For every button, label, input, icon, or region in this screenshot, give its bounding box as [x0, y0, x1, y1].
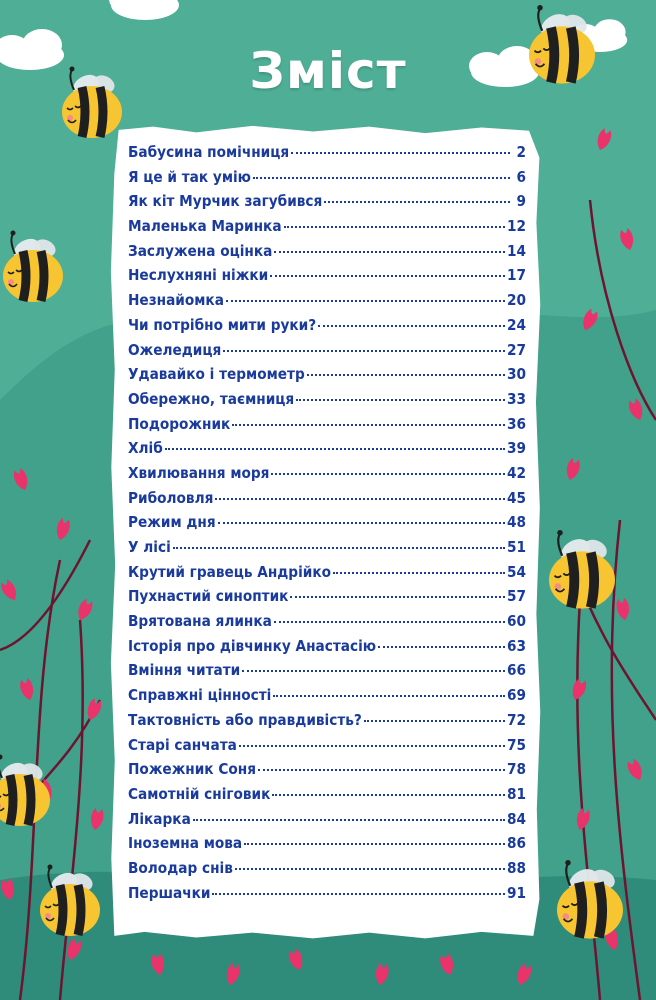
toc-leader-dots [223, 350, 505, 352]
toc-entry-title: Самотній сніговик [128, 784, 271, 803]
toc-entry-title: Обережно, таємниця [128, 389, 295, 408]
toc-leader-dots [364, 720, 505, 722]
toc-entry [128, 563, 526, 588]
toc-leader-dots [273, 695, 505, 697]
toc-entry-title: Неслухняні ніжки [128, 266, 269, 285]
toc-entry-title: Чи потрібно мити руки? [128, 315, 317, 334]
toc-entry [128, 291, 526, 316]
toc-leader-dots [244, 843, 505, 845]
toc-entry-page: 91 [506, 883, 526, 902]
toc-entry [128, 834, 526, 859]
toc-entry-title: Пухнастий синоптик [128, 587, 289, 606]
toc-entry-page: 60 [506, 612, 526, 631]
toc-entry-page: 9 [516, 192, 526, 211]
toc-entry [128, 538, 526, 563]
toc-leader-dots [235, 868, 505, 870]
toc-entry [128, 341, 526, 366]
toc-entry-title: Хліб [128, 439, 163, 458]
toc-entry-page: 88 [506, 858, 526, 877]
toc-entry [128, 168, 526, 193]
toc-entry-page: 51 [506, 538, 526, 556]
toc-leader-dots [291, 152, 510, 154]
toc-entry-page: 39 [506, 439, 526, 458]
toc-leader-dots [242, 670, 505, 672]
toc-leader-dots [290, 596, 505, 598]
toc-entry-title: Ожеледиця [128, 340, 222, 359]
toc-entry-title: Пожежник Соня [128, 760, 256, 779]
toc-leader-dots [284, 226, 505, 228]
toc-entry [128, 859, 526, 884]
toc-entry-title: Як кіт Мурчик загубився [128, 192, 323, 211]
toc-entry-title: Я це й так умію [128, 167, 251, 186]
toc-leader-dots [318, 325, 505, 327]
toc-leader-dots [307, 374, 505, 376]
toc-entry-page: 17 [506, 266, 526, 285]
toc-entry-page: 33 [506, 389, 526, 408]
toc-entry-title: Історія про дівчинку Анастасію [128, 636, 377, 655]
toc-entry-page: 20 [506, 291, 526, 310]
toc-leader-dots [193, 819, 505, 821]
toc-leader-dots [274, 251, 505, 253]
toc-entry [128, 736, 526, 761]
toc-entry [128, 217, 526, 242]
toc-entry-title: Врятована ялинка [128, 612, 272, 631]
toc-entry-title: Справжні цінності [128, 686, 272, 705]
toc-entry [128, 587, 526, 612]
toc-entry [128, 464, 526, 489]
toc-entry-page: 12 [506, 217, 526, 236]
toc-entry-title: Старі санчата [128, 735, 237, 754]
toc-entry-page: 45 [506, 488, 526, 507]
toc-entry-title: Першачки [128, 883, 211, 902]
toc-entry-page: 14 [506, 241, 526, 260]
toc-entry [128, 316, 526, 341]
toc-entry [128, 192, 526, 217]
toc-leader-dots [232, 424, 505, 426]
toc-entry-page: 24 [506, 315, 526, 334]
toc-entry-page: 69 [506, 686, 526, 705]
toc-entry-page: 30 [506, 365, 526, 384]
table-of-contents [128, 143, 526, 908]
toc-entry-page: 6 [516, 167, 526, 186]
toc-entry-page: 84 [506, 809, 526, 828]
toc-entry [128, 489, 526, 514]
toc-entry [128, 365, 526, 390]
toc-entry-title: Риболовля [128, 488, 214, 507]
toc-leader-dots [226, 300, 505, 302]
toc-entry-title: Вміння читати [128, 661, 241, 680]
toc-leader-dots [296, 399, 505, 401]
toc-entry-title: Заслужена оцінка [128, 241, 273, 260]
toc-leader-dots [272, 794, 505, 796]
toc-entry-page: 36 [506, 414, 526, 433]
toc-entry [128, 612, 526, 637]
toc-entry [128, 661, 526, 686]
toc-entry-title: Удавайко і термометр [128, 365, 305, 384]
toc-entry-title: Іноземна мова [128, 834, 243, 853]
toc-entry [128, 415, 526, 440]
toc-entry [128, 390, 526, 415]
toc-entry-page: 54 [506, 562, 526, 581]
toc-entry-page: 27 [506, 340, 526, 359]
toc-leader-dots [165, 448, 505, 450]
toc-entry-title: Тактовність або правдивість? [128, 710, 362, 729]
toc-entry [128, 686, 526, 711]
toc-entry-title: Маленька Маринка [128, 217, 282, 236]
toc-entry-page: 48 [506, 513, 526, 532]
toc-leader-dots [212, 893, 505, 895]
toc-entry-title: Хвилювання моря [128, 463, 270, 482]
toc-entry-page: 66 [506, 661, 526, 680]
toc-leader-dots [239, 745, 505, 747]
toc-entry-page: 42 [506, 463, 526, 482]
toc-entry-page: 81 [506, 784, 526, 803]
toc-entry-title: Крутий гравець Андрійко [128, 562, 332, 581]
toc-entry [128, 266, 526, 291]
toc-entry-page: 63 [506, 636, 526, 655]
toc-entry [128, 439, 526, 464]
bee-icon [3, 231, 63, 303]
toc-entry [128, 242, 526, 267]
toc-entry-page: 2 [516, 143, 526, 161]
page-title: Зміст [249, 42, 407, 100]
toc-entry-title: Лікарка [128, 809, 191, 828]
toc-leader-dots [258, 769, 505, 771]
toc-leader-dots [324, 201, 510, 203]
toc-leader-dots [270, 275, 505, 277]
toc-leader-dots [333, 572, 505, 574]
toc-entry-page: 57 [506, 587, 526, 606]
toc-entry [128, 513, 526, 538]
toc-leader-dots [378, 646, 505, 648]
toc-leader-dots [253, 177, 510, 179]
toc-entry-page: 86 [506, 834, 526, 853]
toc-entry-title: Володар снів [128, 858, 233, 877]
toc-entry-title: Подорожник [128, 414, 231, 433]
toc-entry-title: Бабусина помічниця [128, 143, 290, 161]
toc-entry [128, 884, 526, 909]
toc-leader-dots [271, 473, 505, 475]
toc-entry [128, 143, 526, 168]
toc-leader-dots [173, 547, 505, 549]
toc-entry-page: 75 [506, 735, 526, 754]
toc-entry-page: 78 [506, 760, 526, 779]
toc-entry-title: У лісі [128, 538, 171, 556]
toc-entry [128, 711, 526, 736]
toc-entry [128, 637, 526, 662]
toc-entry [128, 760, 526, 785]
toc-entry-page: 72 [506, 710, 526, 729]
toc-leader-dots [274, 621, 505, 623]
toc-entry [128, 810, 526, 835]
cloud-icon [109, 0, 179, 20]
toc-entry-title: Незнайомка [128, 291, 224, 310]
toc-leader-dots [218, 522, 505, 524]
toc-leader-dots [215, 498, 505, 500]
toc-entry [128, 785, 526, 810]
toc-entry-title: Режим дня [128, 513, 216, 532]
